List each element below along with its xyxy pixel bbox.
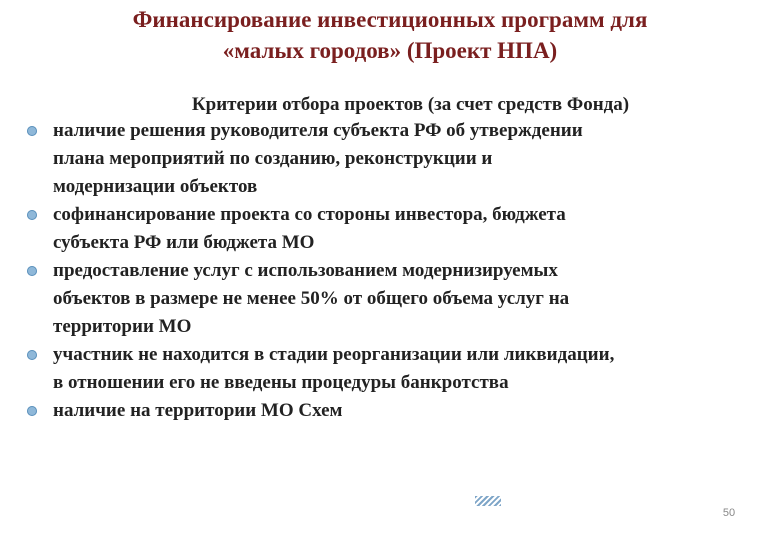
criteria-item-text-line: софинансирование проекта со стороны инвестора, бюджета bbox=[53, 204, 566, 225]
criteria-item-text-line: наличие на территории МО Схем bbox=[53, 400, 343, 421]
slide-title-line-2: «малых городов» (Проект НПА) bbox=[222, 38, 558, 63]
circle-bullet-icon bbox=[27, 350, 37, 360]
criteria-item-text-line: территории МО bbox=[53, 316, 192, 337]
criteria-item-text-line: в отношении его не введены процедуры банкротства bbox=[53, 372, 509, 393]
criteria-item-text-line: наличие решения руководителя субъекта РФ об утверждении bbox=[53, 120, 583, 141]
circle-bullet-icon bbox=[27, 266, 37, 276]
circle-bullet-icon bbox=[27, 210, 37, 220]
criteria-item-text-line: предоставление услуг с использованием модернизируемых bbox=[53, 260, 558, 281]
circle-bullet-icon bbox=[27, 126, 37, 136]
criteria-subheading: Критерии отбора проектов (за счет средств Фонда) bbox=[191, 94, 630, 115]
slide-title-line-1: Финансирование инвестиционных программ для bbox=[132, 7, 648, 32]
slide-title bbox=[60, 4, 720, 66]
criteria-item-decision bbox=[24, 117, 769, 201]
criteria-item-reorganization bbox=[24, 341, 769, 397]
page-number: 50 bbox=[722, 507, 736, 519]
content-area bbox=[24, 93, 769, 425]
criteria-item-text-line: субъекта РФ или бюджета МО bbox=[53, 232, 315, 253]
criteria-item-services bbox=[24, 257, 769, 341]
criteria-item-cofinancing bbox=[24, 201, 769, 257]
criteria-item-text-line: плана мероприятий по созданию, реконструкции и bbox=[53, 148, 493, 169]
criteria-item-text-line: модернизации объектов bbox=[53, 176, 258, 197]
criteria-list bbox=[24, 117, 769, 425]
hatched-stripe-icon bbox=[475, 496, 501, 506]
criteria-item-text-line: участник не находится в стадии реорганизации или ликвидации, bbox=[53, 344, 615, 365]
criteria-item-text-line: объектов в размере не менее 50% от общего объема услуг на bbox=[53, 288, 570, 309]
circle-bullet-icon bbox=[27, 406, 37, 416]
criteria-item-schemes bbox=[24, 397, 769, 425]
